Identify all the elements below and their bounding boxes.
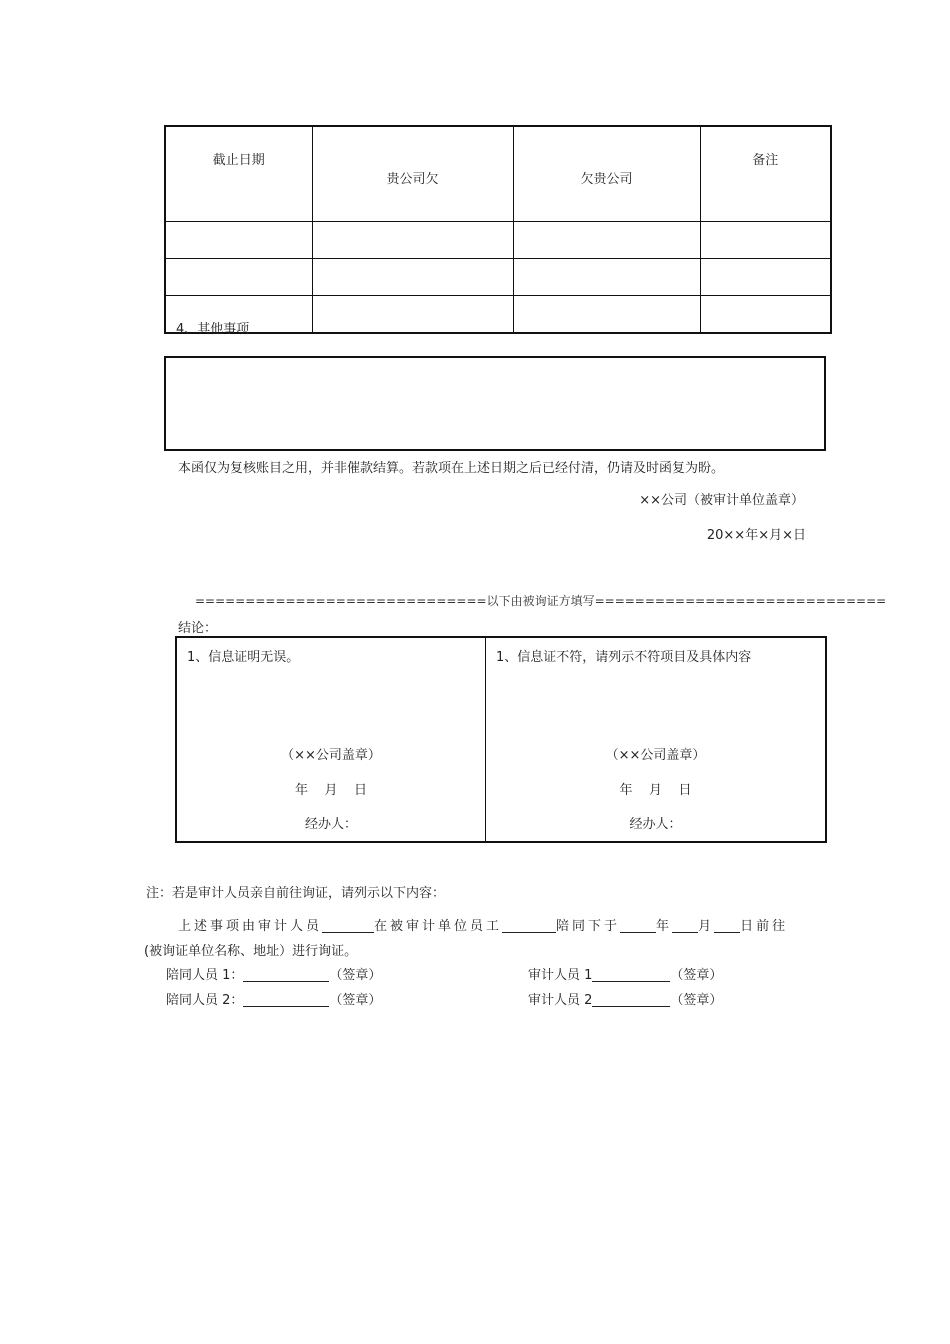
table-row [165, 222, 831, 259]
table-cell[interactable] [700, 296, 831, 334]
companion-1-row [166, 964, 381, 983]
table-cell[interactable] [513, 222, 700, 259]
visit-text-1: 上述事项由审计人员 [178, 919, 323, 934]
table-cell[interactable] [165, 259, 312, 296]
dispute-date: 年 月 日 [619, 783, 692, 798]
footnote-visit-line [178, 915, 788, 934]
header-owed-to-you: 欠贵公司 [513, 126, 700, 222]
conclusion-dispute-cell[interactable] [486, 638, 825, 841]
table-row [165, 259, 831, 296]
table-cell[interactable] [312, 259, 513, 296]
day-blank[interactable] [714, 918, 740, 933]
companion-2-blank[interactable] [243, 992, 329, 1007]
other-matters-label: 4、其他事项 [176, 322, 250, 337]
table-cell[interactable] [700, 222, 831, 259]
visit-text-6: 日前往 [740, 919, 789, 934]
confirm-seal: （××公司盖章） [281, 748, 381, 763]
table-cell[interactable] [312, 222, 513, 259]
company-seal-line: ××公司（被审计单位盖章） [639, 493, 804, 508]
header-cutoff-date: 截止日期 [165, 126, 312, 222]
table-cell[interactable] [513, 296, 700, 334]
table-cell[interactable] [165, 222, 312, 259]
table-cell[interactable] [513, 259, 700, 296]
auditor-1-blank[interactable] [592, 967, 670, 982]
companion-1-label: 陪同人员 1： [166, 968, 244, 983]
auditor-1-label: 审计人员 1 [528, 968, 593, 983]
dispute-statement: 1、信息证不符，请列示不符项目及具体内容 [496, 650, 752, 665]
letter-date: 20××年×月×日 [706, 528, 806, 543]
auditor-2-sign: （签章） [670, 993, 723, 1008]
companion-2-row [166, 989, 381, 1008]
visit-text-4: 年 [656, 919, 673, 934]
footnote-title: 注：若是审计人员亲自前往询证，请列示以下内容： [146, 886, 446, 901]
auditor-2-label: 审计人员 2 [528, 993, 593, 1008]
letter-note: 本函仅为复核账目之用，并非催款结算。若款项在上述日期之后已经付清，仍请及时函复为盼。 [178, 461, 725, 476]
table-cell[interactable] [312, 296, 513, 334]
visit-text-3: 陪同下于 [556, 919, 621, 934]
auditor-name-blank[interactable] [322, 918, 374, 933]
companion-2-label: 陪同人员 2： [166, 993, 244, 1008]
confirm-handler: 经办人： [304, 817, 357, 832]
companion-1-sign: （签章） [329, 968, 382, 983]
conclusion-box [175, 636, 827, 843]
dispute-seal: （××公司盖章） [605, 748, 706, 763]
year-blank[interactable] [620, 918, 656, 933]
employee-name-blank[interactable] [502, 918, 556, 933]
auditor-2-row [528, 989, 722, 1008]
companion-2-sign: （签章） [329, 993, 382, 1008]
auditor-1-row [528, 964, 722, 983]
dispute-handler: 经办人： [629, 817, 682, 832]
visit-text-5: 月 [698, 919, 715, 934]
table-cell[interactable] [700, 259, 831, 296]
table-row [165, 296, 831, 334]
respondent-divider: =============================以下由被询证方填写============================= [195, 594, 887, 608]
balance-table [164, 125, 832, 334]
visit-text-2: 在被审计单位员工 [374, 919, 503, 934]
auditor-1-sign: （签章） [670, 968, 723, 983]
header-owed-by-you: 贵公司欠 [312, 126, 513, 222]
confirm-date: 年 月 日 [294, 783, 368, 798]
confirm-statement: 1、信息证明无误。 [187, 650, 300, 665]
other-matters-box[interactable] [164, 356, 826, 451]
header-remarks: 备注 [700, 126, 831, 222]
conclusion-confirm-cell[interactable] [177, 638, 486, 841]
auditor-2-blank[interactable] [592, 992, 670, 1007]
table-header-row [165, 126, 831, 222]
conclusion-label: 结论： [178, 621, 218, 636]
month-blank[interactable] [672, 918, 698, 933]
footnote-visit-line-2: (被询证单位名称、地址）进行询证。 [144, 944, 358, 959]
companion-1-blank[interactable] [243, 967, 329, 982]
